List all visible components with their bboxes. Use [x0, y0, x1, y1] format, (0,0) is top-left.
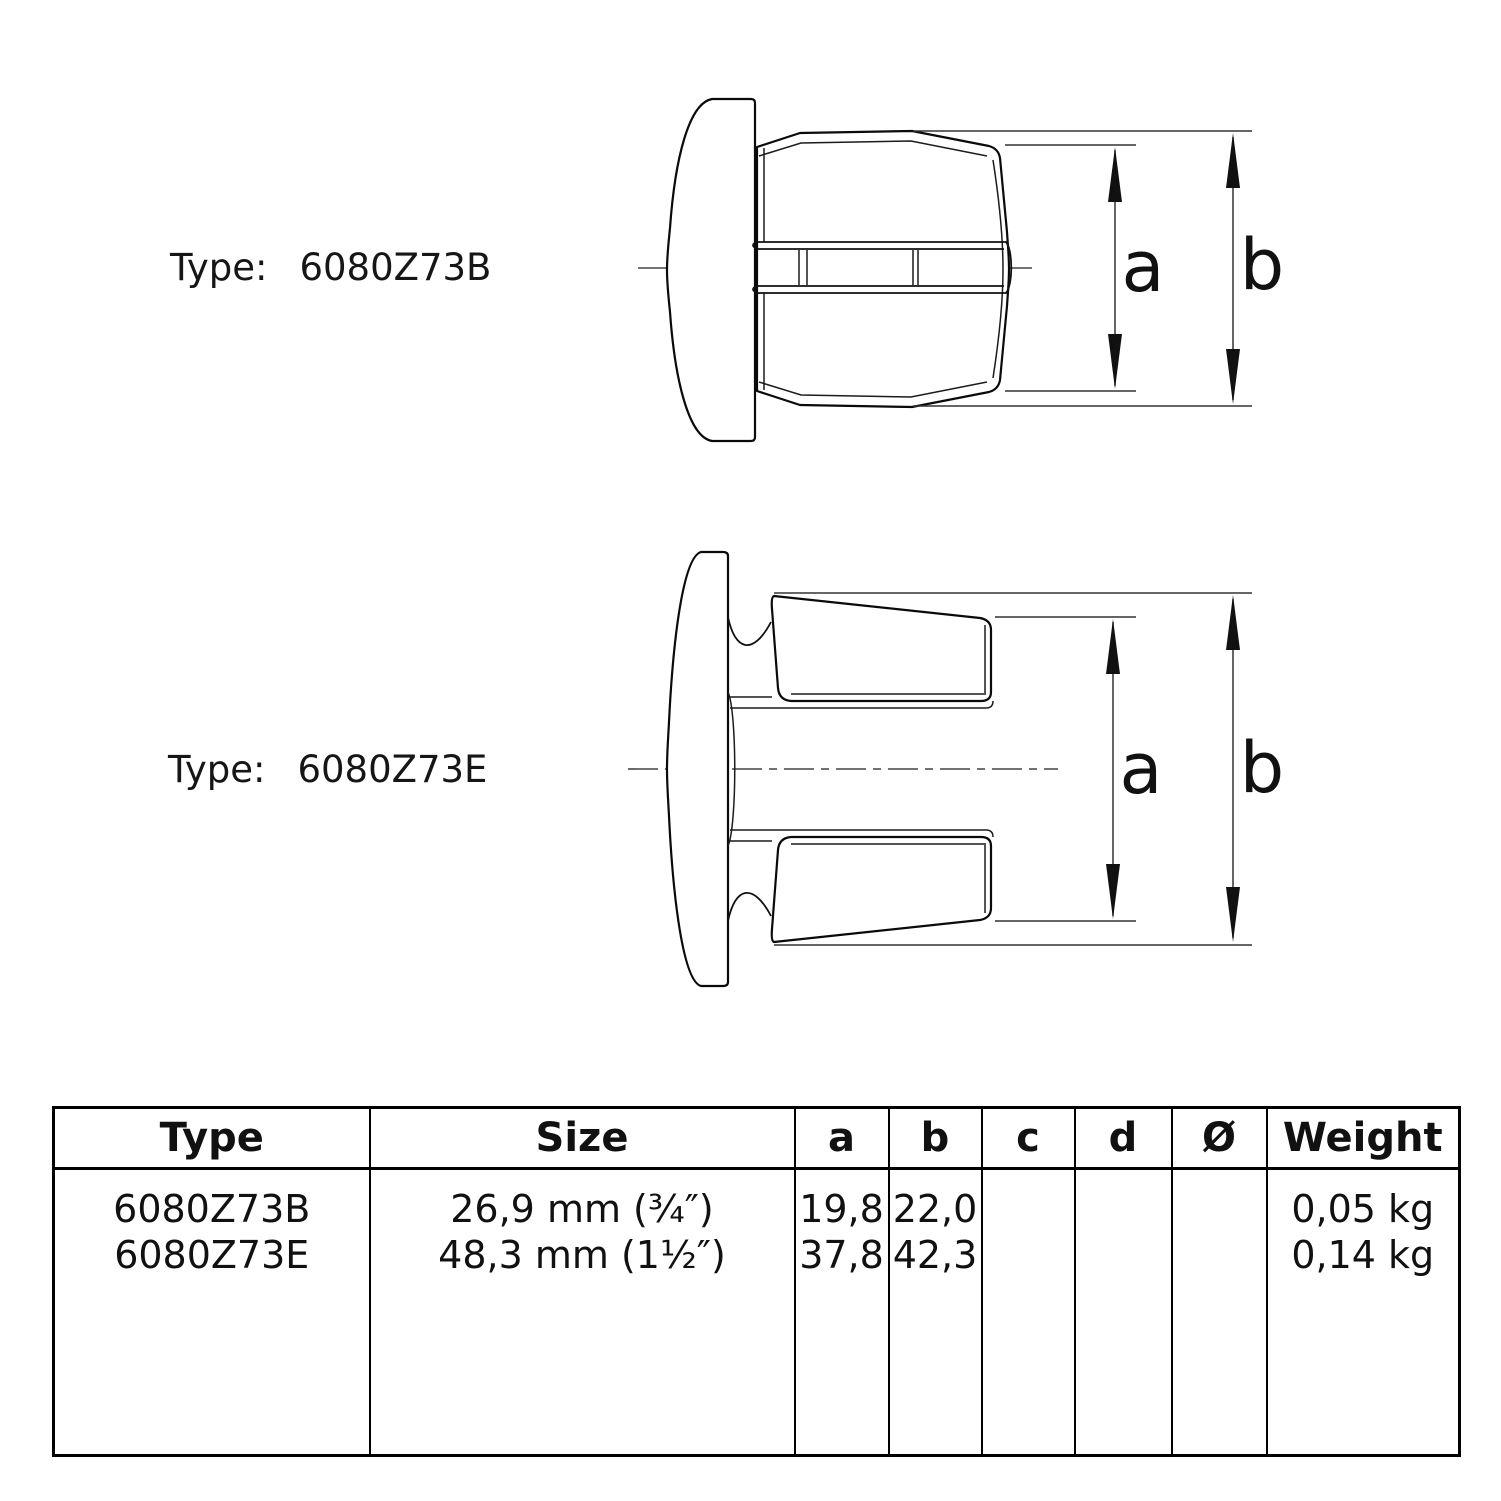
cell-b: 22,0 [889, 1169, 982, 1233]
spec-table [52, 1106, 1461, 1457]
arrow-up-icon [1106, 619, 1120, 674]
cell-type: 6080Z73E [54, 1232, 370, 1278]
cell-c [982, 1232, 1075, 1278]
table-header-row [54, 1108, 1460, 1169]
type-label-caption: Type: [168, 748, 266, 791]
arrow-down-icon [1106, 864, 1120, 919]
cell-d [1075, 1169, 1172, 1233]
cell-c [982, 1169, 1075, 1233]
cell-size: 26,9 mm (¾″) [370, 1169, 795, 1233]
cell-diameter [1172, 1232, 1267, 1278]
arrow-down-icon [1226, 887, 1240, 942]
col-header-diameter: Ø [1172, 1108, 1267, 1169]
dim-label-a: a [1121, 226, 1165, 308]
cell-weight: 0,05 kg [1267, 1169, 1460, 1233]
type-code-bottom: 6080Z73E [297, 748, 488, 791]
upper-neck-notch [728, 617, 771, 645]
col-header-a: a [795, 1108, 889, 1169]
cell-size: 48,3 mm (1½″) [370, 1232, 795, 1278]
arrow-down-icon [1108, 334, 1122, 389]
dim-label-a: a [1119, 728, 1163, 810]
plug-cap-outline [667, 99, 755, 441]
upper-jaw-outline [772, 596, 991, 701]
arrow-up-icon [1226, 133, 1240, 188]
arrow-up-icon [1108, 147, 1122, 202]
type-label-caption: Type: [170, 246, 268, 289]
cell-a: 37,8 [795, 1232, 889, 1278]
col-header-c: c [982, 1108, 1075, 1169]
table-row [54, 1169, 1460, 1233]
col-header-d: d [1075, 1108, 1172, 1169]
cell-diameter [1172, 1169, 1267, 1233]
col-header-weight: Weight [1267, 1108, 1460, 1169]
col-header-type: Type [54, 1108, 370, 1169]
col-header-b: b [889, 1108, 982, 1169]
table-filler-row [54, 1278, 1460, 1456]
drawing-6080Z73B [638, 99, 1284, 441]
cell-d [1075, 1232, 1172, 1278]
plug-cap-outline [667, 552, 728, 986]
cell-a: 19,8 [795, 1169, 889, 1233]
dim-label-b: b [1239, 727, 1285, 809]
arrow-down-icon [1226, 349, 1240, 404]
lower-neck-notch [728, 893, 771, 921]
arrow-up-icon [1226, 595, 1240, 650]
table-row [54, 1232, 1460, 1278]
dim-label-b: b [1239, 224, 1285, 306]
cell-b: 42,3 [889, 1232, 982, 1278]
cell-weight: 0,14 kg [1267, 1232, 1460, 1278]
plug-body-outline [757, 131, 1009, 407]
drawing-6080Z73E [628, 552, 1284, 986]
lower-jaw-outline [772, 837, 991, 942]
cell-type: 6080Z73B [54, 1169, 370, 1233]
col-header-size: Size [370, 1108, 795, 1169]
type-code-top: 6080Z73B [299, 246, 492, 289]
